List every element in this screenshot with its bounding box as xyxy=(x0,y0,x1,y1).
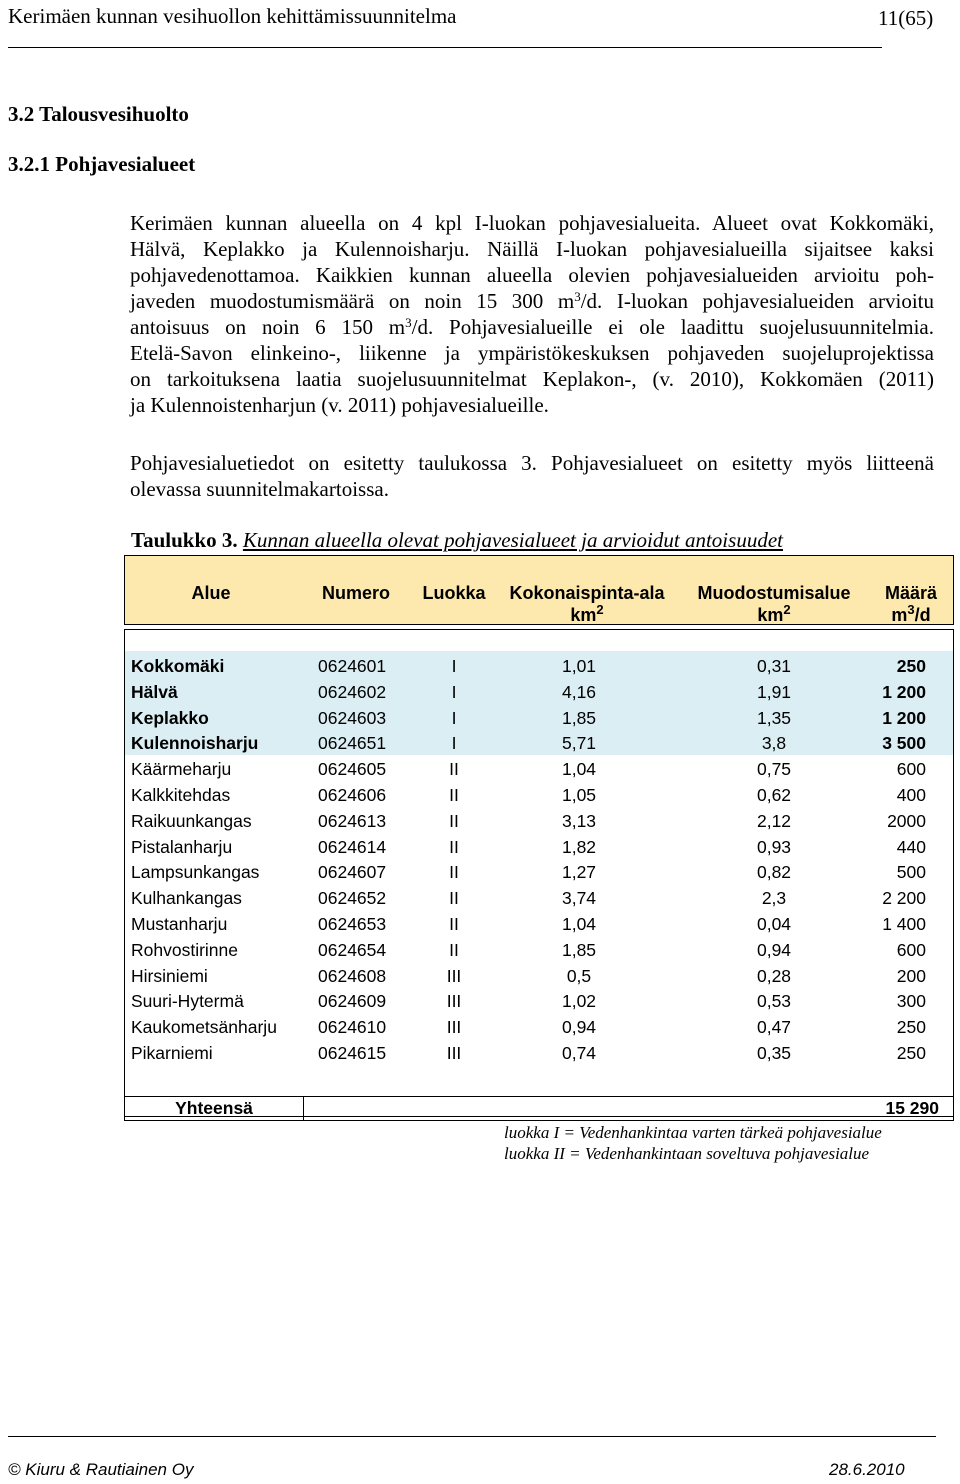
cell-name: Käärmeharju xyxy=(131,759,232,780)
total-label: Yhteensä xyxy=(175,1098,253,1118)
cell-total: 4,16 xyxy=(561,681,597,702)
cell-name: Hirsiniemi xyxy=(131,965,208,986)
header-total-area-label: Kokonaispinta-ala xyxy=(509,583,665,603)
cell-number: 0624609 xyxy=(318,991,387,1012)
cell-number: 0624614 xyxy=(318,836,387,857)
cell-name: Pikarniemi xyxy=(131,1043,213,1063)
table-row xyxy=(124,705,954,731)
cell-number: 0624602 xyxy=(318,681,387,702)
cell-total: 1,85 xyxy=(561,707,597,728)
cell-class: II xyxy=(449,759,459,780)
cell-total: 0,5 xyxy=(566,965,592,986)
document-title: Kerimäen kunnan vesihuollon kehittämissuunnitelma xyxy=(8,4,457,28)
table-row xyxy=(124,679,954,705)
cell-number: 0624652 xyxy=(318,888,387,909)
cell-class: II xyxy=(449,862,459,883)
intro-line: Kerimäen kunnan alueella on 4 kpl I-luokan pohjavesialueita. Alueet ovat Kokkomäki, xyxy=(130,211,934,235)
header-amount-unit: $m^3/d$ xyxy=(891,602,931,625)
cell-name: Suuri-Hytermä xyxy=(131,991,244,1012)
cell-class: II xyxy=(449,914,459,934)
subsection-heading: 3.2.1 Pohjavesialueet xyxy=(8,152,196,176)
table-caption-text: Kunnan alueella olevat pohjavesialueet ja arvioidut antoisuudet xyxy=(242,528,783,552)
cell-formation: 0,62 xyxy=(756,785,792,805)
cell-number: 0624615 xyxy=(318,1043,387,1063)
cell-total: 5,71 xyxy=(561,733,597,754)
cell-amount: 600 xyxy=(896,759,926,780)
cell-class: I xyxy=(451,707,457,728)
table-row xyxy=(124,1014,954,1040)
cell-formation: 0,35 xyxy=(756,1043,792,1063)
cell-formation: 0,94 xyxy=(756,939,792,960)
table-row xyxy=(124,730,954,756)
cell-amount: 2000 xyxy=(887,810,926,831)
cell-total: 1,05 xyxy=(561,785,597,805)
header-class: Luokka xyxy=(422,583,486,603)
header-formation-area-label: Muodostumisalue xyxy=(697,583,851,603)
cell-total: 1,04 xyxy=(561,759,597,780)
cell-total: 0,94 xyxy=(561,1017,597,1038)
cell-number: 0624613 xyxy=(318,810,387,831)
reference-line: Pohjavesialuetiedot on esitetty taulukossa 3. Pohjavesialueet on esitetty myös liitteenä xyxy=(130,451,934,475)
total-divider xyxy=(303,1097,304,1120)
superscript: 3 xyxy=(405,315,412,330)
legend-class-two: luokka II = Vedenhankintaan soveltuva pohjavesialue xyxy=(504,1144,870,1163)
cell-formation: 0,75 xyxy=(756,759,792,780)
cell-formation: 2,12 xyxy=(756,810,792,831)
cell-class: II xyxy=(449,888,459,909)
cell-amount: 200 xyxy=(896,965,926,986)
intro-line: Hälvä, Keplakko ja Kulennoisharju. Näillä I-luokan pohjavesialueilla sijaitsee kaksi xyxy=(130,237,934,261)
intro-line-part: /d. I-luokan pohjavesialueiden arvioitu xyxy=(580,289,934,313)
intro-paragraph xyxy=(130,210,934,418)
groundwater-table xyxy=(124,555,954,1118)
intro-line xyxy=(130,288,934,314)
cell-amount: 440 xyxy=(896,836,926,857)
cell-formation: 3,8 xyxy=(761,733,787,754)
cell-formation: 0,31 xyxy=(756,656,792,676)
intro-line: ja Kulennoistenharjun (v. 2011) pohjavesialueille. xyxy=(130,393,549,417)
intro-line: Etelä-Savon elinkeino-, liikenne ja ympäristökeskuksen pohjaveden suojeluprojektissa xyxy=(130,341,934,365)
cell-name: Keplakko xyxy=(131,707,209,728)
reference-line: olevassa suunnitelmakartoissa. xyxy=(130,477,389,501)
cell-formation: 0,28 xyxy=(756,965,792,986)
cell-class: I xyxy=(451,681,457,702)
cell-class: I xyxy=(451,656,457,676)
table-row xyxy=(124,1040,954,1066)
cell-total: 1,04 xyxy=(561,914,597,934)
table-row xyxy=(124,885,954,911)
header-amount-label: Määrä xyxy=(884,583,938,603)
table-caption-label: Taulukko 3. xyxy=(131,528,238,552)
cell-amount: 500 xyxy=(896,862,926,883)
cell-name: Pistalanharju xyxy=(131,836,233,857)
table-row xyxy=(124,782,954,808)
header-total-area-unit: $km^2$ xyxy=(570,602,604,625)
cell-amount: 400 xyxy=(896,785,926,805)
cell-total: 1,82 xyxy=(561,836,597,857)
cell-number: 0624601 xyxy=(318,656,387,676)
cell-total: 3,74 xyxy=(561,888,597,909)
cell-name: Raikuunkangas xyxy=(131,810,252,831)
header-amount xyxy=(876,582,946,626)
cell-name: Rohvostirinne xyxy=(131,939,238,960)
cell-name: Mustanharju xyxy=(131,914,228,934)
cell-formation: 1,35 xyxy=(756,707,792,728)
cell-amount: 1 400 xyxy=(882,914,926,934)
section-heading: 3.2 Talousvesihuolto xyxy=(8,102,189,126)
reference-paragraph xyxy=(130,450,934,502)
cell-number: 0624654 xyxy=(318,939,387,960)
table-row xyxy=(124,808,954,834)
header-number: Numero xyxy=(321,583,390,603)
cell-formation: 0,93 xyxy=(756,836,792,857)
cell-class: III xyxy=(446,965,462,986)
header-total-area xyxy=(502,582,672,626)
cell-name: Kulhankangas xyxy=(131,888,242,909)
cell-amount: 1 200 xyxy=(882,707,926,728)
table-total-row xyxy=(124,1096,954,1121)
table-row xyxy=(124,756,954,782)
cell-amount: 300 xyxy=(896,991,926,1012)
cell-formation: 0,47 xyxy=(756,1017,792,1038)
cell-class: III xyxy=(446,1017,462,1038)
header-divider xyxy=(8,47,882,48)
cell-formation: 2,3 xyxy=(761,888,787,909)
cell-amount: 250 xyxy=(896,656,926,676)
cell-class: II xyxy=(449,810,459,831)
table-row xyxy=(124,653,954,679)
cell-number: 0624607 xyxy=(318,862,387,883)
cell-class: II xyxy=(449,939,459,960)
cell-name: Lampsunkangas xyxy=(131,862,260,883)
cell-amount: 3 500 xyxy=(882,733,926,754)
cell-name: Kulennoisharju xyxy=(131,733,259,754)
cell-class: I xyxy=(451,733,457,754)
header-area: Alue xyxy=(191,583,231,603)
cell-formation: 0,82 xyxy=(756,862,792,883)
cell-total: 1,85 xyxy=(561,939,597,960)
table-row xyxy=(124,911,954,937)
superscript: 3 xyxy=(574,289,581,304)
cell-amount: 2 200 xyxy=(882,888,926,909)
cell-amount: 250 xyxy=(896,1043,926,1063)
cell-total: 3,13 xyxy=(561,810,597,831)
cell-class: III xyxy=(446,991,462,1012)
cell-number: 0624605 xyxy=(318,759,387,780)
cell-total: 1,01 xyxy=(561,656,597,676)
intro-line: on tarkoituksena laatia suojelusuunnitelmat Keplakon-, (v. 2010), Kokkomäen (2011) xyxy=(130,367,934,391)
cell-number: 0624610 xyxy=(318,1017,387,1038)
legend-class-one: luokka I = Vedenhankintaa varten tärkeä pohjavesialue xyxy=(504,1123,882,1142)
footer-copyright: © Kiuru & Rautiainen Oy xyxy=(8,1460,194,1479)
header-formation-area xyxy=(686,582,862,626)
cell-amount: 250 xyxy=(896,1017,926,1038)
cell-class: II xyxy=(449,836,459,857)
cell-formation: 0,04 xyxy=(756,914,792,934)
cell-number: 0624603 xyxy=(318,707,387,728)
table-row xyxy=(124,937,954,963)
cell-amount: 1 200 xyxy=(882,681,926,702)
table-row xyxy=(124,963,954,989)
intro-line-part: javeden muodostumismäärä on noin 15 300 m xyxy=(130,289,575,313)
table-row xyxy=(124,834,954,860)
cell-number: 0624606 xyxy=(318,785,387,805)
header-formation-area-unit: $km^2$ xyxy=(757,602,791,625)
total-value: 15 290 xyxy=(885,1098,939,1118)
intro-line: pohjavedenottamoa. Kaikkien kunnan alueella olevien pohjavesialueiden arvioitu poh- xyxy=(130,263,934,287)
footer-divider xyxy=(8,1436,936,1437)
table-row xyxy=(124,859,954,885)
intro-line-part: /d. Pohjavesialueille ei ole laadittu suojelusuunnitelmia. xyxy=(411,315,934,339)
footer-date: 28.6.2010 xyxy=(829,1460,905,1479)
cell-formation: 0,53 xyxy=(756,991,792,1012)
intro-line-part: antoisuus on noin 6 150 m xyxy=(130,315,406,339)
cell-name: Kaukometsänharju xyxy=(131,1017,277,1038)
cell-number: 0624608 xyxy=(318,965,387,986)
table-caption xyxy=(131,528,783,553)
cell-total: 0,74 xyxy=(561,1043,597,1063)
cell-formation: 1,91 xyxy=(756,681,792,702)
cell-name: Kalkkitehdas xyxy=(131,785,231,805)
cell-number: 0624651 xyxy=(318,733,387,754)
cell-class: II xyxy=(449,785,459,805)
intro-line xyxy=(130,314,934,340)
cell-name: Hälvä xyxy=(131,681,178,702)
cell-total: 1,02 xyxy=(561,991,597,1012)
page-number: 11(65) xyxy=(878,6,934,30)
table-row xyxy=(124,988,954,1014)
cell-name: Kokkomäki xyxy=(131,656,225,676)
cell-number: 0624653 xyxy=(318,914,387,934)
cell-amount: 600 xyxy=(896,939,926,960)
cell-class: III xyxy=(446,1043,462,1063)
cell-total: 1,27 xyxy=(561,862,597,883)
